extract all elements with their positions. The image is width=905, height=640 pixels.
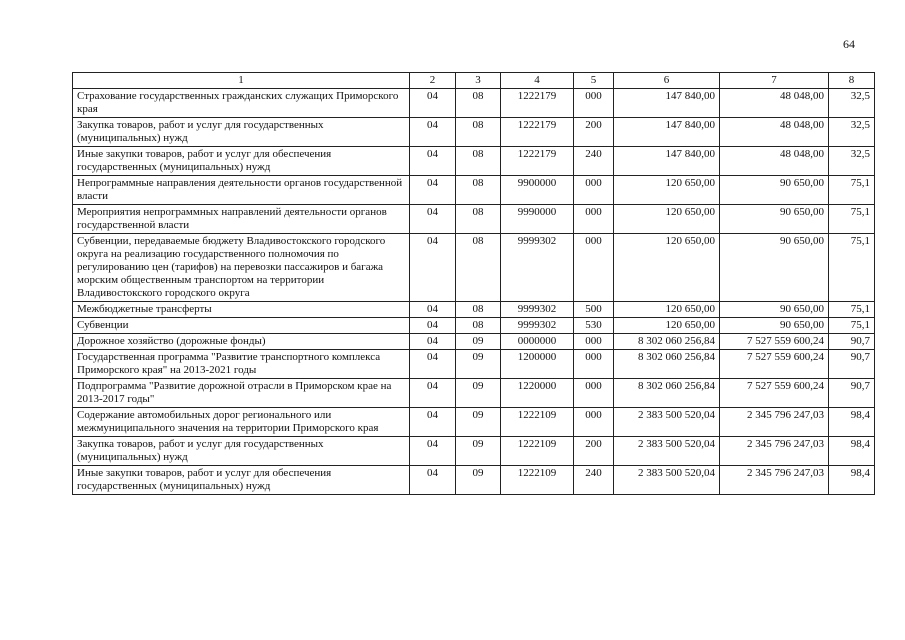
executed-amount: 48 048,00 <box>720 89 829 118</box>
subsection-code: 09 <box>456 334 501 350</box>
expense-type-code: 000 <box>574 334 614 350</box>
execution-percent: 90,7 <box>829 350 875 379</box>
column-header-6: 6 <box>614 73 720 89</box>
subsection-code: 08 <box>456 89 501 118</box>
planned-amount: 120 650,00 <box>614 318 720 334</box>
planned-amount: 120 650,00 <box>614 205 720 234</box>
expense-type-code: 000 <box>574 176 614 205</box>
section-code: 04 <box>410 147 456 176</box>
expense-type-code: 530 <box>574 318 614 334</box>
subsection-code: 09 <box>456 379 501 408</box>
page-number: 64 <box>843 37 855 51</box>
item-name: Государственная программа "Развитие транспортного комплекса Приморского края" на 2013-2021 годы <box>73 350 410 379</box>
execution-percent: 98,4 <box>829 437 875 466</box>
table-row <box>73 302 875 318</box>
planned-amount: 8 302 060 256,84 <box>614 379 720 408</box>
subsection-code: 08 <box>456 205 501 234</box>
target-article-code: 1222109 <box>501 408 574 437</box>
subsection-code: 08 <box>456 234 501 302</box>
header-row <box>73 73 875 89</box>
section-code: 04 <box>410 350 456 379</box>
executed-amount: 7 527 559 600,24 <box>720 350 829 379</box>
table-row <box>73 350 875 379</box>
budget-table <box>72 72 875 495</box>
execution-percent: 32,5 <box>829 118 875 147</box>
target-article-code: 0000000 <box>501 334 574 350</box>
subsection-code: 09 <box>456 408 501 437</box>
column-header-1: 1 <box>73 73 410 89</box>
item-name: Закупка товаров, работ и услуг для государственных (муниципальных) нужд <box>73 437 410 466</box>
table-row <box>73 234 875 302</box>
expense-type-code: 240 <box>574 147 614 176</box>
executed-amount: 2 345 796 247,03 <box>720 437 829 466</box>
item-name: Дорожное хозяйство (дорожные фонды) <box>73 334 410 350</box>
table-row <box>73 379 875 408</box>
expense-type-code: 000 <box>574 234 614 302</box>
expense-type-code: 240 <box>574 466 614 495</box>
table-row <box>73 147 875 176</box>
section-code: 04 <box>410 89 456 118</box>
section-code: 04 <box>410 302 456 318</box>
item-name: Непрограммные направления деятельности органов государственной власти <box>73 176 410 205</box>
table-row <box>73 466 875 495</box>
target-article-code: 1222179 <box>501 147 574 176</box>
section-code: 04 <box>410 466 456 495</box>
executed-amount: 48 048,00 <box>720 147 829 176</box>
execution-percent: 98,4 <box>829 466 875 495</box>
section-code: 04 <box>410 318 456 334</box>
column-header-2: 2 <box>410 73 456 89</box>
execution-percent: 75,1 <box>829 205 875 234</box>
target-article-code: 1222109 <box>501 466 574 495</box>
planned-amount: 8 302 060 256,84 <box>614 334 720 350</box>
column-header-5: 5 <box>574 73 614 89</box>
item-name: Межбюджетные трансферты <box>73 302 410 318</box>
expense-type-code: 200 <box>574 118 614 147</box>
section-code: 04 <box>410 379 456 408</box>
target-article-code: 9999302 <box>501 302 574 318</box>
column-header-7: 7 <box>720 73 829 89</box>
section-code: 04 <box>410 176 456 205</box>
execution-percent: 98,4 <box>829 408 875 437</box>
item-name: Подпрограмма "Развитие дорожной отрасли в Приморском крае на 2013-2017 годы" <box>73 379 410 408</box>
item-name: Мероприятия непрограммных направлений деятельности органов государственной власти <box>73 205 410 234</box>
item-name: Закупка товаров, работ и услуг для государственных (муниципальных) нужд <box>73 118 410 147</box>
execution-percent: 75,1 <box>829 176 875 205</box>
target-article-code: 1220000 <box>501 379 574 408</box>
execution-percent: 75,1 <box>829 302 875 318</box>
executed-amount: 2 345 796 247,03 <box>720 466 829 495</box>
executed-amount: 7 527 559 600,24 <box>720 379 829 408</box>
target-article-code: 1222179 <box>501 89 574 118</box>
target-article-code: 9999302 <box>501 318 574 334</box>
section-code: 04 <box>410 205 456 234</box>
table-row <box>73 437 875 466</box>
subsection-code: 08 <box>456 318 501 334</box>
column-header-3: 3 <box>456 73 501 89</box>
executed-amount: 90 650,00 <box>720 302 829 318</box>
expense-type-code: 000 <box>574 89 614 118</box>
item-name: Иные закупки товаров, работ и услуг для обеспечения государственных (муниципальных) нужд <box>73 147 410 176</box>
section-code: 04 <box>410 234 456 302</box>
table-row <box>73 118 875 147</box>
planned-amount: 147 840,00 <box>614 147 720 176</box>
planned-amount: 120 650,00 <box>614 234 720 302</box>
table-row <box>73 318 875 334</box>
section-code: 04 <box>410 334 456 350</box>
planned-amount: 2 383 500 520,04 <box>614 408 720 437</box>
section-code: 04 <box>410 118 456 147</box>
planned-amount: 120 650,00 <box>614 302 720 318</box>
subsection-code: 09 <box>456 350 501 379</box>
table-row <box>73 408 875 437</box>
planned-amount: 120 650,00 <box>614 176 720 205</box>
executed-amount: 48 048,00 <box>720 118 829 147</box>
executed-amount: 90 650,00 <box>720 234 829 302</box>
planned-amount: 147 840,00 <box>614 118 720 147</box>
planned-amount: 2 383 500 520,04 <box>614 437 720 466</box>
planned-amount: 8 302 060 256,84 <box>614 350 720 379</box>
subsection-code: 08 <box>456 176 501 205</box>
target-article-code: 1222109 <box>501 437 574 466</box>
table-body <box>73 89 875 495</box>
table-row <box>73 334 875 350</box>
target-article-code: 9900000 <box>501 176 574 205</box>
subsection-code: 08 <box>456 147 501 176</box>
expense-type-code: 000 <box>574 379 614 408</box>
target-article-code: 1222179 <box>501 118 574 147</box>
planned-amount: 2 383 500 520,04 <box>614 466 720 495</box>
execution-percent: 75,1 <box>829 318 875 334</box>
table-row <box>73 176 875 205</box>
item-name: Субвенции, передаваемые бюджету Владивостокского городского округа на реализацию государственного полномочия по регулированию цен (тарифов) на перевозки пассажиров и багажа морским общественным транспортом на территории Владивостокского городского округа <box>73 234 410 302</box>
expense-type-code: 000 <box>574 408 614 437</box>
executed-amount: 2 345 796 247,03 <box>720 408 829 437</box>
table-header <box>73 73 875 89</box>
subsection-code: 08 <box>456 118 501 147</box>
executed-amount: 90 650,00 <box>720 318 829 334</box>
target-article-code: 1200000 <box>501 350 574 379</box>
subsection-code: 08 <box>456 302 501 318</box>
section-code: 04 <box>410 408 456 437</box>
execution-percent: 32,5 <box>829 89 875 118</box>
execution-percent: 90,7 <box>829 379 875 408</box>
item-name: Субвенции <box>73 318 410 334</box>
column-header-8: 8 <box>829 73 875 89</box>
execution-percent: 32,5 <box>829 147 875 176</box>
subsection-code: 09 <box>456 466 501 495</box>
table-row <box>73 205 875 234</box>
executed-amount: 90 650,00 <box>720 205 829 234</box>
executed-amount: 7 527 559 600,24 <box>720 334 829 350</box>
item-name: Содержание автомобильных дорог регионального или межмуниципального значения на территории Приморского края <box>73 408 410 437</box>
subsection-code: 09 <box>456 437 501 466</box>
section-code: 04 <box>410 437 456 466</box>
expense-type-code: 000 <box>574 350 614 379</box>
expense-type-code: 500 <box>574 302 614 318</box>
execution-percent: 90,7 <box>829 334 875 350</box>
execution-percent: 75,1 <box>829 234 875 302</box>
expense-type-code: 000 <box>574 205 614 234</box>
expense-type-code: 200 <box>574 437 614 466</box>
table-row <box>73 89 875 118</box>
target-article-code: 9999302 <box>501 234 574 302</box>
planned-amount: 147 840,00 <box>614 89 720 118</box>
column-header-4: 4 <box>501 73 574 89</box>
item-name: Иные закупки товаров, работ и услуг для обеспечения государственных (муниципальных) нужд <box>73 466 410 495</box>
target-article-code: 9990000 <box>501 205 574 234</box>
executed-amount: 90 650,00 <box>720 176 829 205</box>
item-name: Страхование государственных гражданских служащих Приморского края <box>73 89 410 118</box>
